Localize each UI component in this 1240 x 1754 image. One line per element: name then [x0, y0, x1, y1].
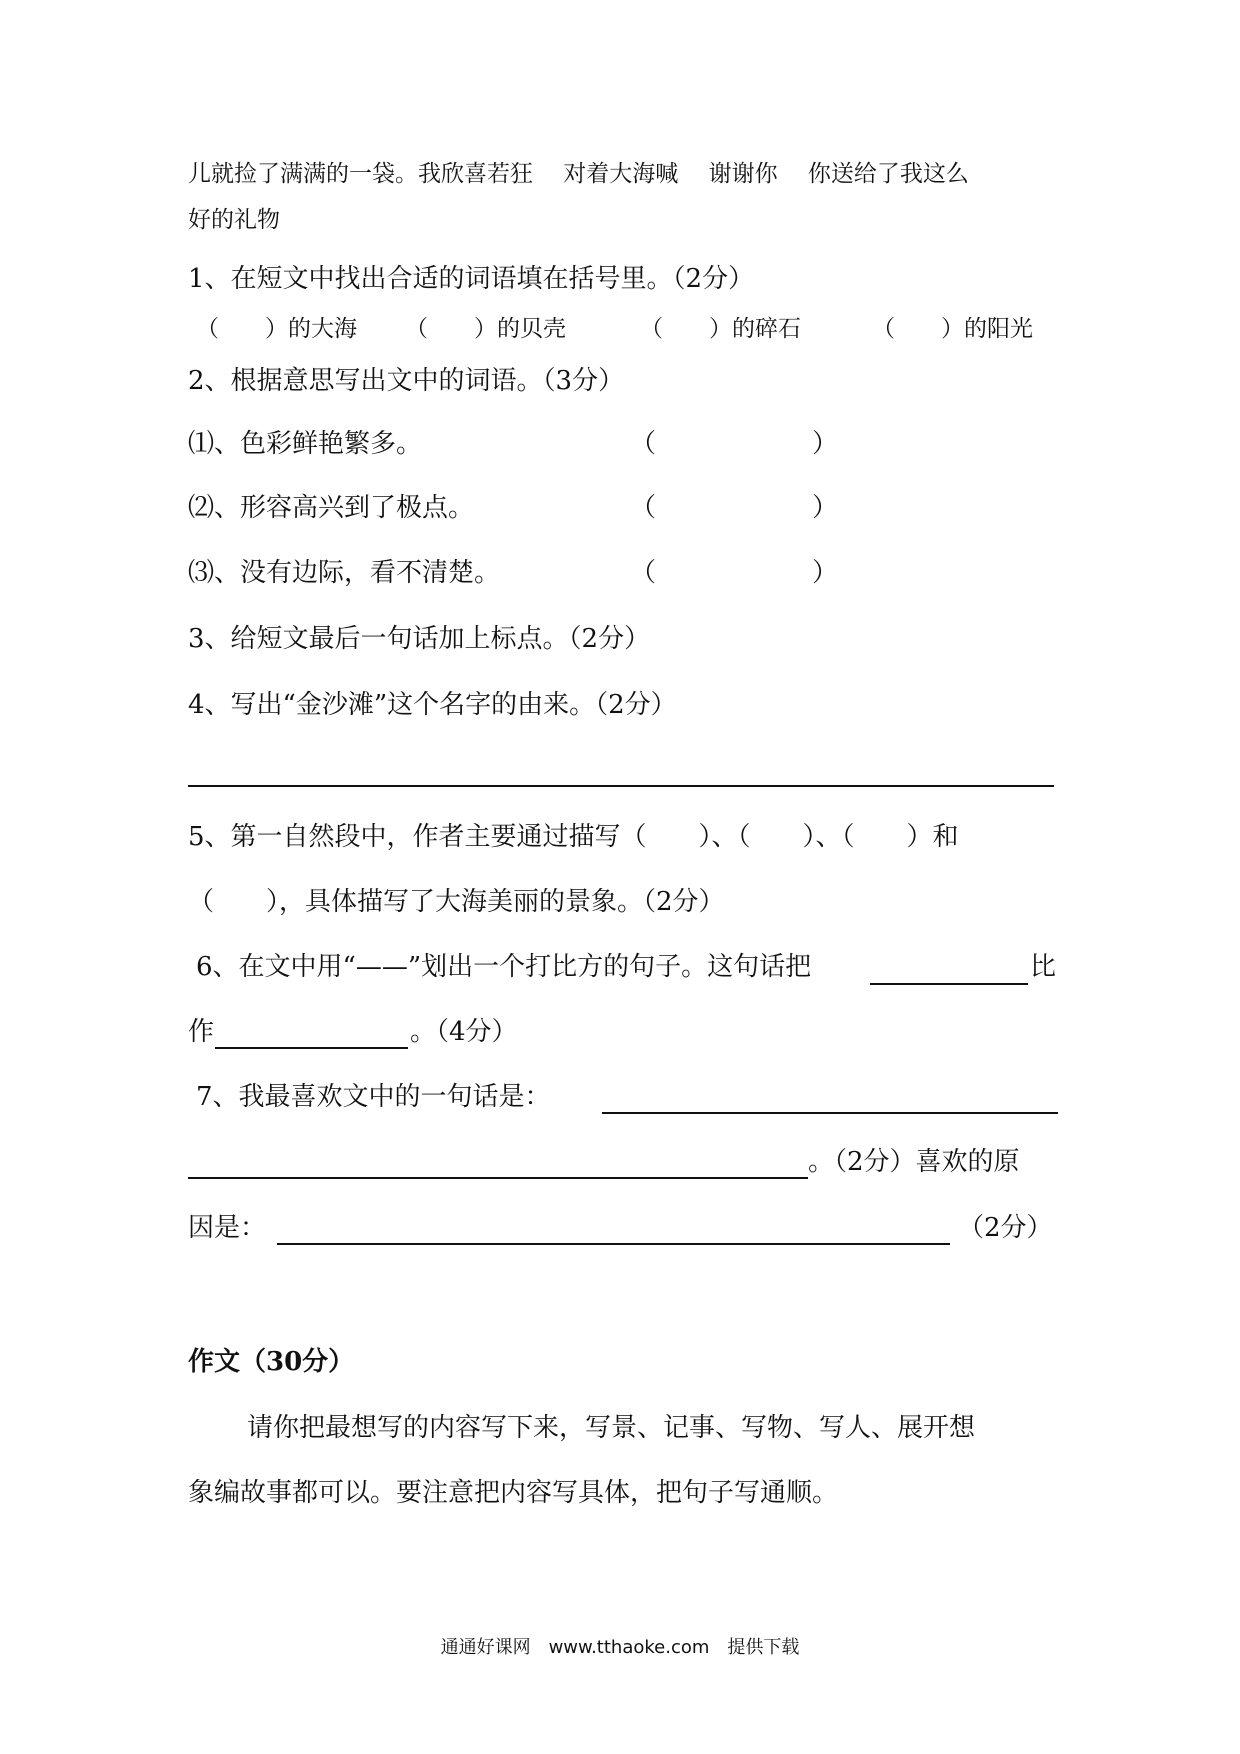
- question-6-bi: 比: [1030, 952, 1057, 982]
- question-6-text: 6、在文中用“——”划出一个打比方的句子。这句话把: [196, 952, 812, 982]
- question-3: 3、给短文最后一句话加上标点。（2分）: [188, 624, 651, 654]
- question-4: 4、写出“金沙滩”这个名字的由来。（2分）: [188, 690, 677, 720]
- question-6-score: 。（4分）: [410, 1017, 518, 1047]
- q2-item-3-label: ⑶、没有边际，看不清楚。: [188, 558, 501, 588]
- question-1: 1、在短文中找出合适的词语填在括号里。（2分）: [188, 264, 755, 294]
- q2-item-3-answer: （ ）: [630, 558, 839, 588]
- question-7-reason: 因是：: [188, 1213, 267, 1243]
- q7-reason-line[interactable]: [277, 1243, 950, 1245]
- q1-item-2: （ ）的贝壳: [405, 316, 566, 342]
- question-7-text: 7、我最喜欢文中的一句话是：: [196, 1082, 551, 1112]
- question-5-line-1: 5、第一自然段中，作者主要通过描写（ ）、（ ）、（ ）和: [188, 822, 959, 852]
- question-6-zuo: 作: [188, 1017, 215, 1047]
- question-2: 2、根据意思写出文中的词语。（3分）: [188, 366, 625, 396]
- q2-item-2-answer: （ ）: [630, 493, 839, 523]
- q7-answer-line-1[interactable]: [602, 1112, 1058, 1114]
- composition-line-2: 象编故事都可以。要注意把内容写具体，把句子写通顺。: [188, 1478, 839, 1508]
- q1-item-1: （ ）的大海: [196, 316, 357, 342]
- question-7-score-1: 。（2分）喜欢的原: [808, 1147, 1020, 1177]
- q1-item-3: （ ）的碎石: [640, 316, 801, 342]
- q2-item-1-answer: （ ）: [630, 429, 839, 459]
- q6-blank-2[interactable]: [215, 1047, 408, 1049]
- passage-line-1: 儿就捡了满满的一袋。我欣喜若狂 对着大海喊 谢谢你 你送给了我这么: [188, 161, 969, 187]
- q2-item-1-label: ⑴、色彩鲜艳繁多。: [188, 429, 423, 459]
- q2-item-2-label: ⑵、形容高兴到了极点。: [188, 493, 475, 523]
- question-5-line-2: （ ），具体描写了大海美丽的景象。（2分）: [188, 887, 725, 917]
- footer-source: 通通好课网 www.tthaoke.com 提供下载: [440, 1637, 800, 1658]
- q1-item-4: （ ）的阳光: [872, 316, 1033, 342]
- q4-answer-line[interactable]: [188, 785, 1054, 787]
- composition-title: 作文（30分）: [188, 1347, 355, 1377]
- passage-line-2: 好的礼物: [188, 207, 280, 233]
- question-7-score-2: （2分）: [958, 1213, 1053, 1243]
- q7-answer-line-2[interactable]: [188, 1177, 808, 1179]
- q6-blank-1[interactable]: [870, 983, 1028, 985]
- composition-line-1: 请你把最想写的内容写下来，写景、记事、写物、写人、展开想: [247, 1413, 976, 1443]
